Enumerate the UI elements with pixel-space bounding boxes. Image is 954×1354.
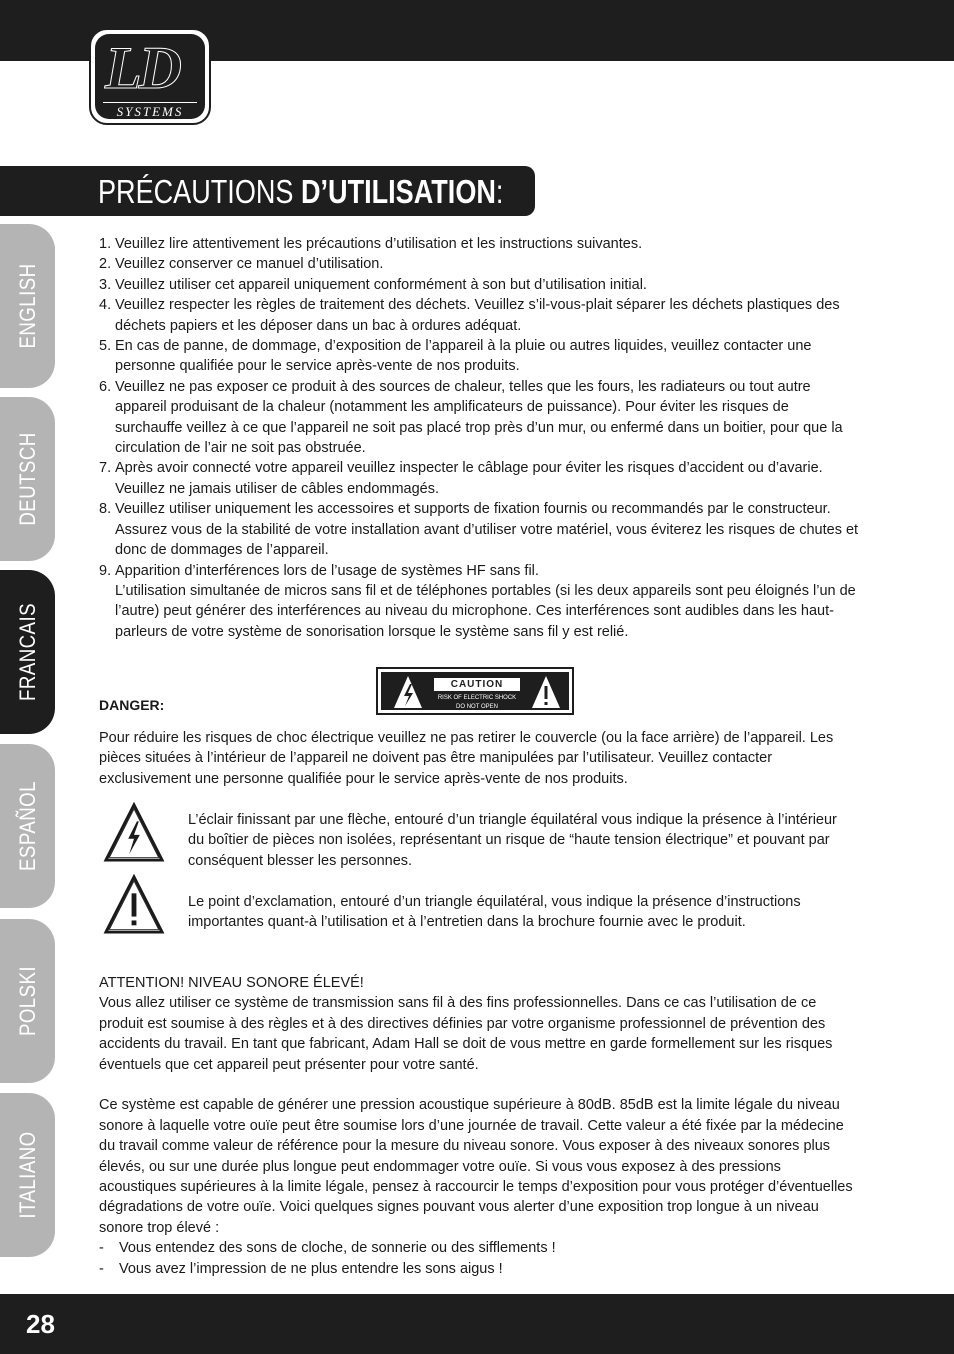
exclamation-warning-icon	[102, 874, 166, 934]
page-number: 28	[26, 1309, 55, 1339]
caution-line1: RISK OF ELECTRIC SHOCK	[437, 695, 517, 701]
danger-paragraph: Pour réduire les risques de choc électrique veuillez ne pas retirer le couvercle (ou la face arrière) de l’appareil. Les pièces situées à l’intérieur de l’appareil ne doivent pas être manipulées par l’utilisateur. Veuillez contacter exclusivement une personne qualifiée pour le service après-vente de nos produits.	[99, 730, 834, 787]
lightning-icon	[393, 675, 423, 709]
attention-heading: ATTENTION! NIVEAU SONORE ÉLEVÉ!	[99, 975, 364, 991]
tab-francais[interactable]	[0, 570, 55, 734]
list-item: - Vous avez l’impression de ne plus entendre les sons aigus !	[99, 1260, 503, 1277]
item-text: Veuillez conserver ce manuel d’utilisation.	[115, 256, 384, 273]
bullet-text: Vous avez l’impression de ne plus entendre les sons aigus !	[119, 1260, 503, 1277]
item-number: 9.	[99, 562, 112, 579]
page-title	[98, 170, 503, 214]
tab-label: POLSKI	[14, 965, 40, 1037]
high-voltage-warning-icon	[102, 802, 166, 862]
title-regular: PRÉCAUTIONS	[98, 173, 301, 210]
ld-systems-logo	[89, 28, 211, 125]
lightning-description	[188, 810, 853, 871]
item-number: 3.	[99, 276, 112, 293]
item-text: Veuillez utiliser cet appareil uniquement conformément à son but d’utilisation initial.	[115, 276, 647, 293]
logo-main-text: LD	[105, 35, 179, 101]
caution-title: CAUTION	[434, 678, 520, 691]
title-bold: D’UTILISATION	[300, 173, 496, 210]
list-item	[99, 254, 859, 274]
item-text: Veuillez lire attentivement les précautions d’utilisation et les instructions suivantes.	[115, 236, 643, 252]
item-text: Veuillez respecter les règles de traitement des déchets. Veuillez s’il-vous-plait séparer les déchets plastiques des déchets papiers et les déposer dans un bac à ordures adéquat.	[115, 297, 840, 334]
attention-paragraph-2: Ce système est capable de générer une pression acoustique supérieure à 80dB. 85dB est la limite légale du niveau sonore à laquelle votre ouïe peut être soumise lors d’une journée de travail. Cette valeur a été fixée par la médecine du travail comme valeur de référence pour la mesure du niveau sonore. Vous exposer à des niveaux sonores plus élevés, ou sur une durée plus longue peut endommager votre ouïe. Si vous vous exposez à des pressions acoustiques supérieures à la limite légale, pensez à raccourcir le temps d’exposition pour vous protéger d’éventuelles dégradations de votre ouïe. Voici quelques signes pouvant vous alerter d’une exposition trop longue à un niveau sonore trop élevé :	[99, 1097, 853, 1236]
item-number: 2.	[99, 256, 112, 273]
tab-label: ENGLISH	[14, 263, 40, 349]
list-item: - Vous entendez des sons de cloche, de sonnerie ou des sifflements !	[99, 1240, 556, 1257]
list-item	[99, 561, 859, 643]
exclamation-text: Le point d’exclamation, entouré d’un triangle équilatéral, vous indique la présence d’instructions importantes quant-à l’utilisation et à l’entretien dans la brochure fournie avec le produit.	[188, 894, 801, 931]
precautions-list-container	[99, 234, 859, 642]
tab-label: DEUTSCH	[14, 432, 40, 526]
list-item	[99, 499, 859, 560]
tab-espanol[interactable]	[0, 744, 55, 908]
item-number: 1.	[99, 236, 112, 252]
tab-english[interactable]	[0, 224, 55, 388]
tab-label: ESPAÑOL	[14, 781, 40, 871]
list-item	[99, 458, 859, 499]
item-number: 6.	[99, 378, 112, 395]
title-suffix: :	[495, 173, 504, 210]
item-number: 4.	[99, 297, 112, 314]
caution-line2: DO NOT OPEN	[456, 704, 498, 710]
item-number: 7.	[99, 460, 112, 477]
item-text: En cas de panne, de dommage, d’exposition de l’appareil à la pluie ou autres liquides, veuillez contacter une personne qualifiée pour le service après-vente de nos produits.	[115, 338, 812, 375]
item-text: Veuillez utiliser uniquement les accessoires et supports de fixation fournis ou recommandés par le constructeur. Assurez vous de la stabilité de votre installation avant d’utiliser votre matériel, vous éviterez les risques de chutes et donc de dommages de l’appareil.	[115, 501, 859, 559]
attention-paragraph-1: Vous allez utiliser ce système de transmission sans fil à des fins professionnelles. Dans ce cas l’utilisation de ce produit est soumise à des règles et à des directives définies par votre organisme professionnel de prévention des accidents du travail. En tant que fabricant, Adam Hall se doit de vous mettre en garde formellement sur les risques éventuels que cet appareil peut présenter pour votre santé.	[99, 995, 833, 1073]
list-item	[99, 336, 859, 377]
item-text: Veuillez ne pas exposer ce produit à des sources de chaleur, telles que les fours, les radiateurs ou tout autre appareil produisant de la chaleur (notamment les amplificateurs de puissance). Pour éviter les risques de surchauffe veillez à ce que l’appareil ne soit pas placé trop près d’un mur, ou enfermé dans un boitier, pour que la circulation de l’air ne soit pas obstruée.	[115, 378, 843, 457]
tab-italiano[interactable]	[0, 1093, 55, 1257]
list-item	[99, 275, 859, 295]
exclamation-icon	[531, 675, 561, 709]
item-extra-text: L’utilisation simultanée de micros sans fil et de téléphones portables (si les deux appareils sont peu éloignés l’un de l’autre) peut générer des interférences au niveau du microphone. Ces interférences sont audibles dans les haut-parleurs de votre système de sonorisation lorsque le système sans fil y est relié.	[115, 582, 856, 640]
list-item	[99, 377, 859, 459]
exclamation-description	[188, 892, 853, 933]
item-text: Après avoir connecté votre appareil veuillez inspecter le câblage pour éviter les risques d’accident ou d’avarie. Veuillez ne jamais utiliser de câbles endommagés.	[115, 460, 823, 497]
item-number: 8.	[99, 501, 112, 518]
footer-bar	[0, 1294, 954, 1354]
precautions-list	[99, 234, 859, 642]
caution-label	[376, 667, 574, 715]
danger-text	[99, 728, 859, 789]
lightning-text: L’éclair finissant par une flèche, entouré d’un triangle équilatéral vous indique la présence à l’intérieur du boîtier de pièces non isolées, représentant un risque de “haute tension électrique” et pouvant par conséquent blesser les personnes.	[188, 812, 837, 869]
attention-section	[99, 973, 859, 1279]
tab-deutsch[interactable]	[0, 397, 55, 561]
caution-subtext	[431, 694, 523, 712]
list-item	[99, 234, 859, 254]
logo-sub-text: SYSTEMS	[103, 102, 197, 120]
list-item	[99, 295, 859, 336]
tab-label: FRANCAIS	[14, 603, 40, 701]
bullet-text: Vous entendez des sons de cloche, de sonnerie ou des sifflements !	[119, 1240, 556, 1257]
danger-heading: DANGER:	[99, 697, 165, 713]
tab-label: ITALIANO	[14, 1131, 40, 1219]
item-number: 5.	[99, 338, 112, 355]
tab-polski[interactable]	[0, 919, 55, 1083]
item-text: Apparition d’interférences lors de l’usage de systèmes HF sans fil.	[115, 562, 539, 579]
